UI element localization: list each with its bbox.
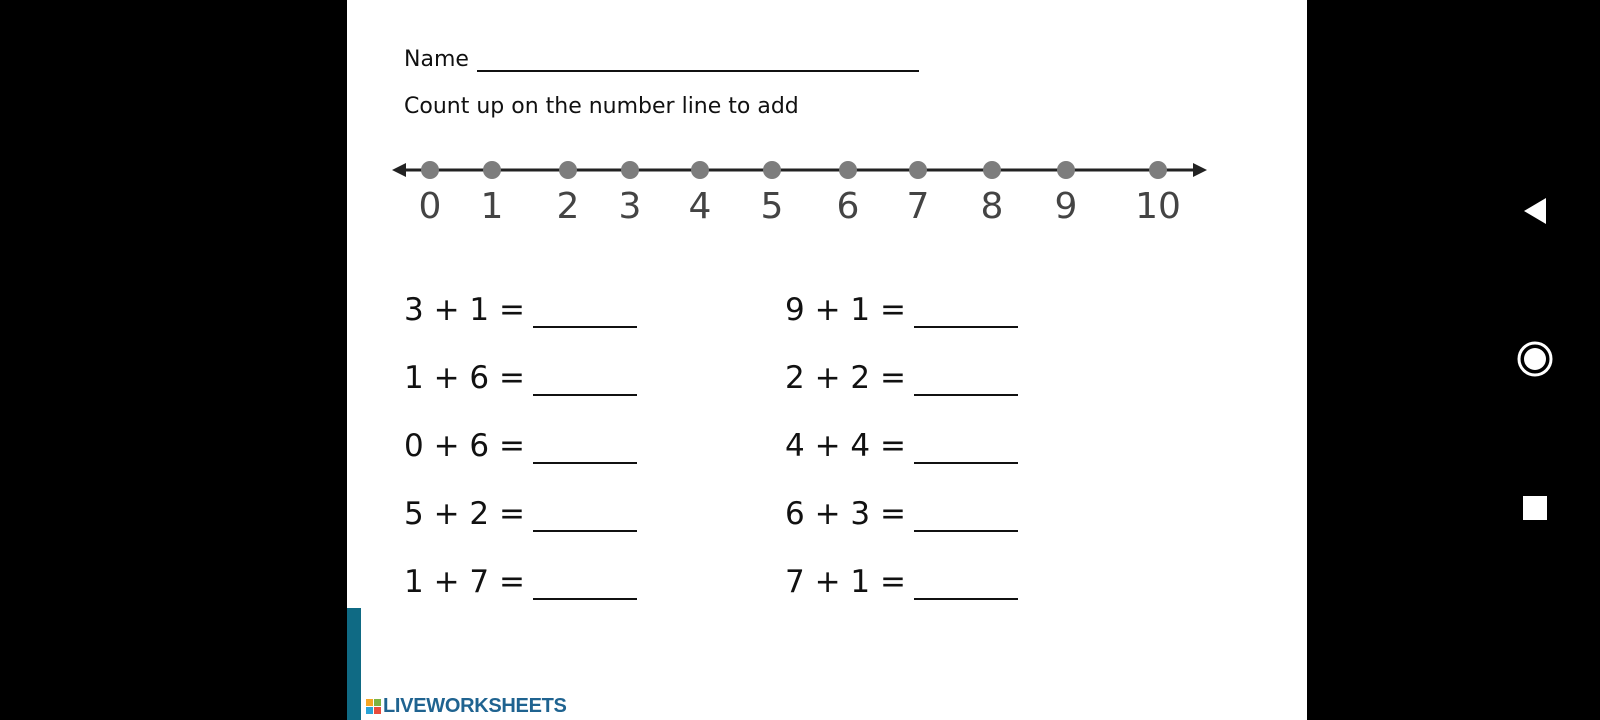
number-line-dot	[763, 161, 781, 179]
problem-expression: 9 + 1 =	[785, 292, 906, 328]
number-line-left-arrow	[392, 163, 406, 177]
home-circle-icon	[1516, 340, 1554, 378]
number-line-tick-label: 3	[618, 186, 642, 227]
number-line-tick-label: 7	[906, 186, 930, 227]
number-line-dot	[1057, 161, 1075, 179]
problem-expression: 4 + 4 =	[785, 428, 906, 464]
number-line	[392, 150, 1212, 230]
liveworksheets-logo[interactable]	[366, 695, 567, 718]
recents-button[interactable]	[1510, 483, 1560, 533]
problem-left-3	[404, 428, 637, 464]
recents-square-icon	[1522, 495, 1548, 521]
problem-expression: 1 + 6 =	[404, 360, 525, 396]
problem-expression: 7 + 1 =	[785, 564, 906, 600]
answer-blank[interactable]	[533, 364, 637, 396]
brand-name: LIVEWORKSHEETS	[383, 695, 567, 717]
back-triangle-icon	[1522, 196, 1548, 226]
side-accent-bar	[347, 608, 361, 720]
answer-blank[interactable]	[914, 568, 1018, 600]
number-line-dot	[839, 161, 857, 179]
problem-left-1	[404, 292, 637, 328]
answer-blank[interactable]	[914, 364, 1018, 396]
problem-right-2	[785, 360, 1018, 396]
problem-right-3	[785, 428, 1018, 464]
problem-left-5	[404, 564, 637, 600]
answer-blank[interactable]	[533, 500, 637, 532]
number-line-tick-label: 10	[1135, 186, 1181, 227]
number-line-tick-label: 8	[980, 186, 1004, 227]
answer-blank[interactable]	[533, 568, 637, 600]
number-line-tick-label: 5	[760, 186, 784, 227]
answer-blank[interactable]	[914, 296, 1018, 328]
number-line-tick-label: 2	[556, 186, 580, 227]
problem-expression: 0 + 6 =	[404, 428, 525, 464]
answer-blank[interactable]	[914, 500, 1018, 532]
instruction-text: Count up on the number line to add	[404, 94, 799, 119]
number-line-dot	[983, 161, 1001, 179]
number-line-right-arrow	[1193, 163, 1207, 177]
problem-right-1	[785, 292, 1018, 328]
problem-right-5	[785, 564, 1018, 600]
liveworksheets-logo-icon	[366, 699, 381, 714]
number-line-dot	[1149, 161, 1167, 179]
answer-blank[interactable]	[914, 432, 1018, 464]
number-line-tick-label: 6	[836, 186, 860, 227]
number-line-tick-label: 0	[418, 186, 442, 227]
number-line-tick-label: 9	[1054, 186, 1078, 227]
problem-expression: 1 + 7 =	[404, 564, 525, 600]
number-line-dot	[909, 161, 927, 179]
problem-expression: 2 + 2 =	[785, 360, 906, 396]
number-line-dot	[691, 161, 709, 179]
problem-left-4	[404, 496, 637, 532]
worksheet-page	[347, 0, 1307, 720]
problem-expression: 6 + 3 =	[785, 496, 906, 532]
name-label: Name	[404, 47, 469, 72]
number-line-tick-label: 4	[688, 186, 712, 227]
number-line-dot	[421, 161, 439, 179]
android-navigation-bar	[1480, 0, 1600, 720]
number-line-dot	[483, 161, 501, 179]
answer-blank[interactable]	[533, 432, 637, 464]
back-button[interactable]	[1510, 186, 1560, 236]
name-row	[404, 44, 919, 72]
problem-left-2	[404, 360, 637, 396]
home-button[interactable]	[1510, 334, 1560, 384]
number-line-dot	[559, 161, 577, 179]
number-line-dot	[621, 161, 639, 179]
problem-expression: 3 + 1 =	[404, 292, 525, 328]
answer-blank[interactable]	[533, 296, 637, 328]
problem-expression: 5 + 2 =	[404, 496, 525, 532]
problem-right-4	[785, 496, 1018, 532]
number-line-tick-label: 1	[480, 186, 504, 227]
name-input-line[interactable]	[477, 44, 919, 72]
